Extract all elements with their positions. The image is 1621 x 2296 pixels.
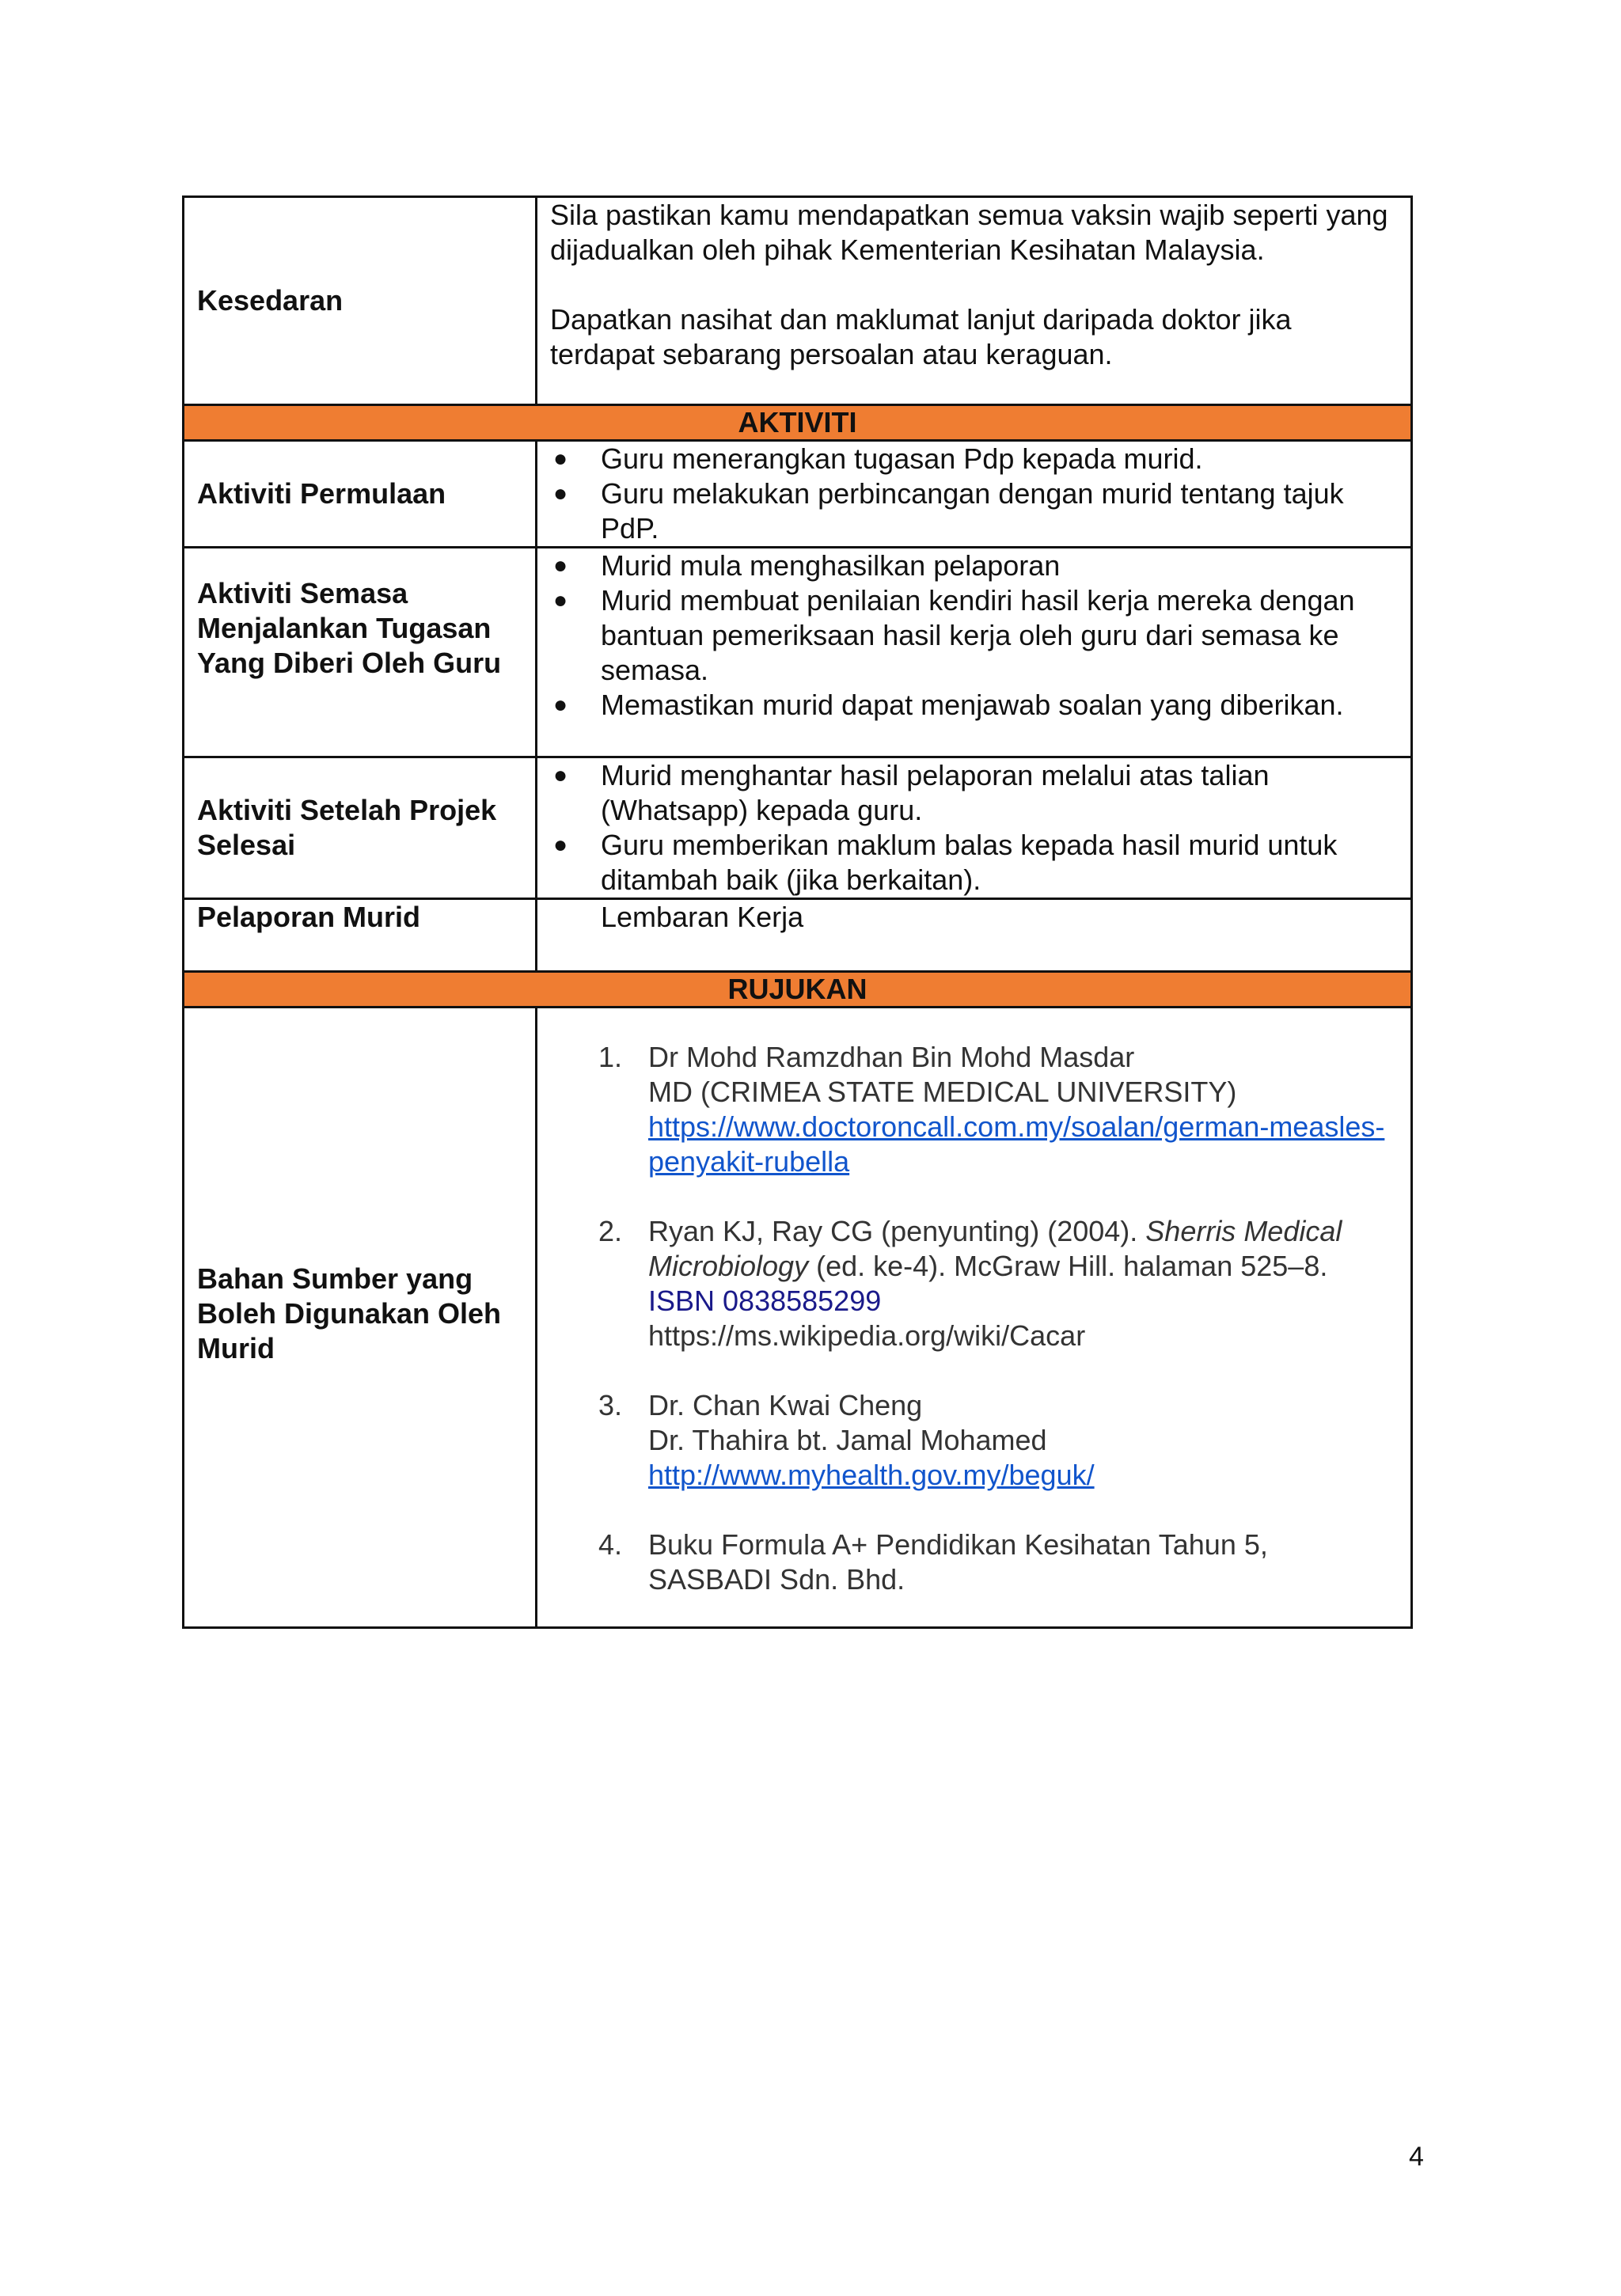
label-cell <box>184 197 537 405</box>
reference-url: https://ms.wikipedia.org/wiki/Cacar <box>648 1319 1086 1352</box>
row-bahan-sumber <box>184 1008 1412 1628</box>
aktiviti-header: AKTIVITI <box>184 405 1412 441</box>
aktiviti-setelah-label: Aktiviti Setelah Projek Selesai <box>197 794 497 861</box>
bahan-label: Bahan Sumber yang Boleh Digunakan Oleh Murid <box>197 1262 502 1364</box>
reference-item <box>598 1528 1398 1597</box>
value-cell <box>537 1008 1412 1628</box>
value-cell <box>537 757 1412 899</box>
citation-text: (ed. ke-4). McGraw Hill. halaman 525–8. <box>808 1250 1328 1282</box>
reference-isbn[interactable]: ISBN 0838585299 <box>648 1285 882 1317</box>
list-item: ● Murid membuat penilaian kendiri hasil kerja mereka dengan bantuan pemeriksaan hasil kerja oleh guru dari semasa ke semasa. <box>601 583 1398 688</box>
label-cell <box>184 441 537 548</box>
section-band-rujukan <box>184 972 1412 1008</box>
lesson-table <box>182 195 1413 1629</box>
bullet-list <box>537 442 1410 546</box>
pelaporan-value: Lembaran Kerja <box>601 901 804 933</box>
reference-link[interactable]: http://www.myhealth.gov.my/beguk/ <box>648 1459 1095 1491</box>
list-item: ● Murid menghantar hasil pelaporan melalui atas talian (Whatsapp) kepada guru. <box>601 758 1398 828</box>
list-item: ● Guru menerangkan tugasan Pdp kepada murid. <box>601 442 1398 476</box>
row-kesedaran <box>184 197 1412 405</box>
page-number: 4 <box>1409 2142 1424 2172</box>
value-cell <box>537 441 1412 548</box>
label-cell <box>184 548 537 757</box>
kesedaran-label: Kesedaran <box>197 284 344 317</box>
bullet-list <box>537 548 1410 723</box>
list-item: ● Murid mula menghasilkan pelaporan <box>601 548 1398 583</box>
reference-item <box>598 1040 1398 1179</box>
reference-author: Dr. Chan Kwai Cheng <box>648 1389 923 1421</box>
reference-citation <box>648 1214 1398 1284</box>
row-pelaporan <box>184 899 1412 972</box>
kesedaran-para-2: Dapatkan nasihat dan maklumat lanjut daripada doktor jika terdapat sebarang persoalan atau keraguan. <box>550 303 1292 370</box>
reference-author: Dr Mohd Ramzdhan Bin Mohd Masdar <box>648 1041 1135 1073</box>
reference-number: 1. <box>598 1041 623 1073</box>
row-aktiviti-permulaan <box>184 441 1412 548</box>
section-band-aktiviti <box>184 405 1412 441</box>
reference-number: 2. <box>598 1215 623 1247</box>
reference-list <box>537 1008 1410 1597</box>
aktiviti-semasa-label: Aktiviti Semasa Menjalankan Tugasan Yang Diberi Oleh Guru <box>197 577 502 679</box>
reference-author: Dr. Thahira bt. Jamal Mohamed <box>648 1424 1047 1456</box>
aktiviti-permulaan-label: Aktiviti Permulaan <box>197 477 446 510</box>
value-cell <box>537 899 1412 972</box>
reference-number: 4. <box>598 1528 623 1561</box>
label-cell <box>184 899 537 972</box>
row-aktiviti-semasa <box>184 548 1412 757</box>
list-item: ● Memastikan murid dapat menjawab soalan yang diberikan. <box>601 688 1398 723</box>
value-cell <box>537 197 1412 405</box>
reference-number: 3. <box>598 1389 623 1421</box>
label-cell <box>184 1008 537 1628</box>
list-item: ● Guru memberikan maklum balas kepada hasil murid untuk ditambah baik (jika berkaitan). <box>601 828 1398 898</box>
reference-link[interactable]: https://www.doctoroncall.com.my/soalan/german-measles-penyakit-rubella <box>648 1110 1385 1178</box>
label-cell <box>184 757 537 899</box>
citation-title: Sherris Medical Microbiology <box>648 1215 1342 1282</box>
reference-item <box>598 1214 1398 1353</box>
kesedaran-para-1: Sila pastikan kamu mendapatkan semua vaksin wajib seperti yang dijadualkan oleh pihak Kementerian Kesihatan Malaysia. <box>550 199 1388 266</box>
pelaporan-label: Pelaporan Murid <box>197 901 421 933</box>
citation-text: Ryan KJ, Ray CG (penyunting) (2004). <box>648 1215 1146 1247</box>
row-aktiviti-setelah <box>184 757 1412 899</box>
reference-text: Buku Formula A+ Pendidikan Kesihatan Tahun 5, SASBADI Sdn. Bhd. <box>648 1528 1268 1596</box>
reference-credential: MD (CRIMEA STATE MEDICAL UNIVERSITY) <box>648 1076 1237 1108</box>
value-cell <box>537 548 1412 757</box>
reference-item <box>598 1388 1398 1493</box>
bullet-list <box>537 758 1410 898</box>
rujukan-header: RUJUKAN <box>184 972 1412 1008</box>
list-item: ● Guru melakukan perbincangan dengan murid tentang tajuk PdP. <box>601 476 1398 546</box>
